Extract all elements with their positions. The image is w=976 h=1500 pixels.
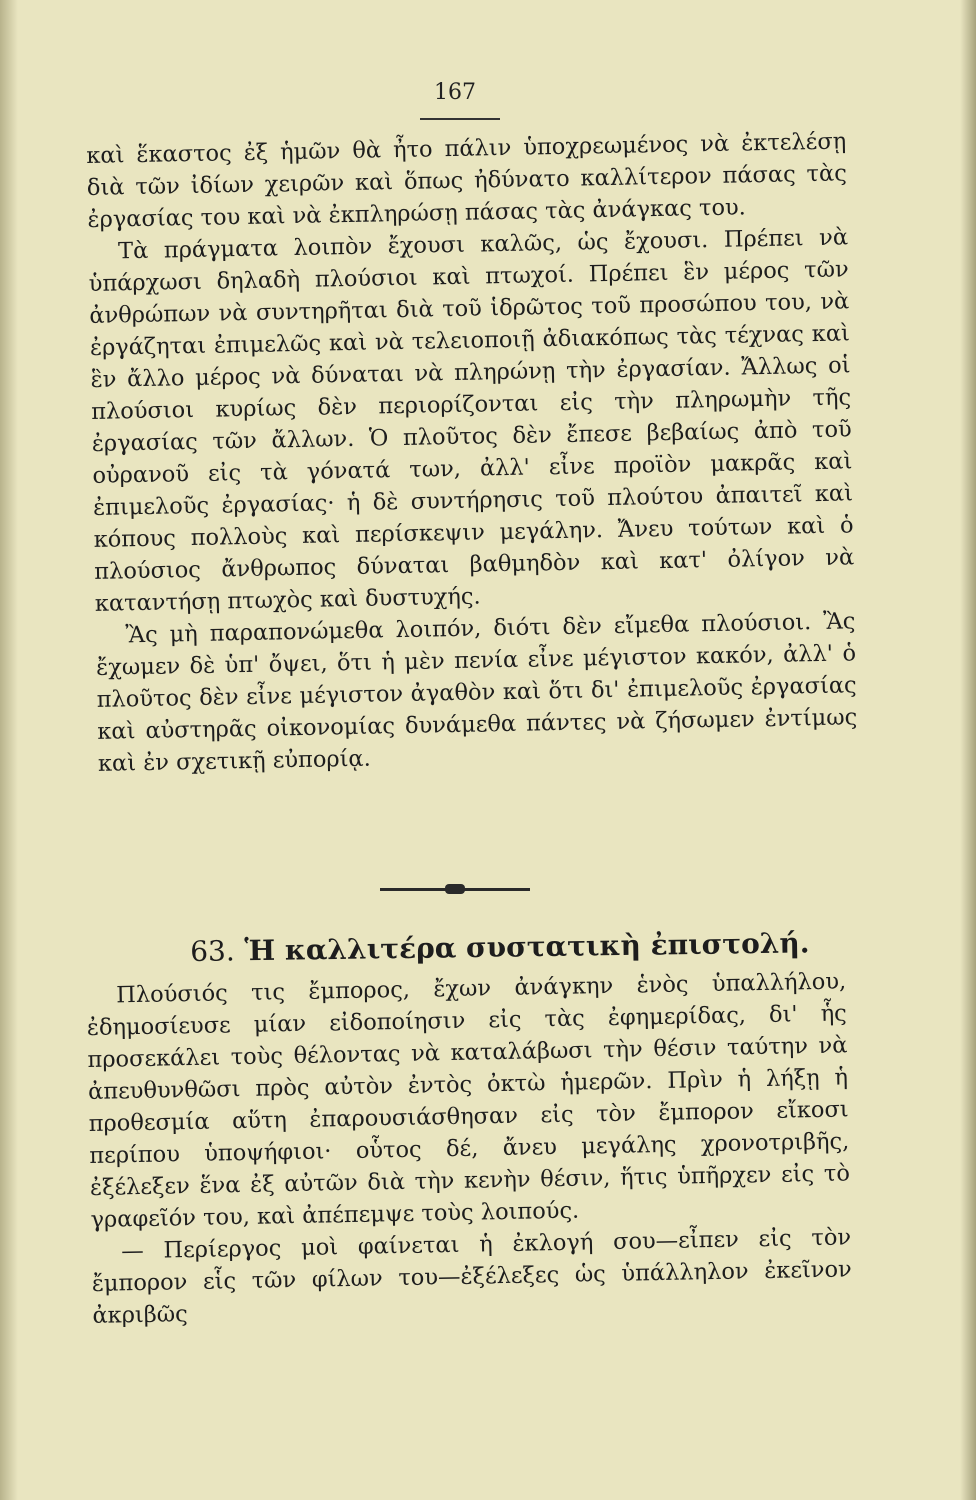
section-title: Ἡ καλλιτέρα συστατικὴ ἐπιστολή. <box>244 926 810 968</box>
section-heading <box>190 926 830 968</box>
page-number: 167 <box>434 80 476 105</box>
body-text-lower <box>86 965 853 1332</box>
paragraph: καὶ ἕκαστος ἐξ ἡμῶν θὰ ἦτο πάλιν ὑποχρεωμένος νὰ ἐκτελέσῃ διὰ τῶν ἰδίων χειρῶν καὶ ὅπως ἠδύνατο καλλίτερον πάσας τὰς ἐργασίας του καὶ νὰ ἐκπληρώσῃ πάσας τὰς ἀνάγκας του. <box>86 128 848 233</box>
page-edge <box>960 0 976 1500</box>
page-number-rule <box>420 118 500 120</box>
paragraph: Τὰ πράγματα λοιπὸν ἔχουσι καλῶς, ὡς ἔχουσι. Πρέπει νὰ ὑπάρχωσι δηλαδὴ πλούσιοι καὶ πτωχοί. Πρέπει ἓν μέρος τῶν ἀνθρώπων νὰ συντηρῆται διὰ τοῦ ἱδρῶτος τοῦ προσώπου του, νὰ ἐργάζηται ἐπιμελῶς καὶ νὰ τελειοποιῇ ἀδιακόπως τὰς τέχνας καὶ ἓν ἄλλο μέρος νὰ δύναται νὰ πληρώνῃ τὴν ἐργασίαν. Ἄλλως οἱ πλούσιοι κυρίως δὲν περιορίζονται εἰς τὴν πληρωμὴν τῆς ἐργασίας τῶν ἄλλων. Ὁ πλοῦτος δὲν ἔπεσε βεβαίως ἀπὸ τοῦ οὐρανοῦ εἰς τὰ γόνατά των, ἀλλ' εἶνε προϊὸν μακρᾶς καὶ ἐπιμελοῦς ἐργασίας· ἡ δὲ συντήρησις τοῦ πλούτου ἀπαιτεῖ καὶ κόπους πολλοὺς καὶ περίσκεψιν μεγάλην. Ἄνευ τούτων καὶ ὁ πλούσιος ἄνθρωπος δύναται βαθμηδὸν καὶ κατ' ὀλίγον νὰ καταντήσῃ πτωχὸς καὶ δυστυχής. <box>88 224 855 617</box>
section-divider-ornament <box>445 884 465 894</box>
paragraph: — Περίεργος μοὶ φαίνεται ἡ ἐκλογή σου—εἶπεν εἰς τὸν ἔμπορον εἷς τῶν φίλων του—ἐξέλεξες ὡς ὑπάλληλον ἐκεῖνον ἀκριβῶς <box>91 1224 852 1329</box>
paragraph: Ἂς μὴ παραπονώμεθα λοιπόν, διότι δὲν εἴμεθα πλούσιοι. Ἂς ἔχωμεν δὲ ὑπ' ὄψει, ὅτι ἡ μὲν πενία εἶνε μέγιστον κακόν, ἀλλ' ὁ πλοῦτος δὲν εἶνε μέγιστον ἀγαθὸν καὶ ὅτι δι' ἐπιμελοῦς ἐργασίας καὶ αὐστηρᾶς οἰκονομίας δυνάμεθα πάντες νὰ ζήσωμεν ἐντίμως καὶ ἐν σχετικῇ εὐπορίᾳ. <box>95 608 858 777</box>
section-number: 63. <box>190 934 235 968</box>
body-text-upper <box>86 125 858 779</box>
paragraph: Πλούσιός τις ἔμπορος, ἔχων ἀνάγκην ἑνὸς ὑπαλλήλου, ἐδημοσίευσε μίαν εἰδοποίησιν εἰς τὰς ἐφημερίδας, δι' ἧς προσεκάλει τοὺς θέλοντας νὰ καταλάβωσι τὴν θέσιν ταύτην νὰ ἀπευθυνθῶσι πρὸς αὐτὸν ἐντὸς ὀκτὼ ἡμερῶν. Πρὶν ἡ λήξῃ ἡ προθεσμία αὕτη ἐπαρουσιάσθησαν εἰς τὸν ἔμπορον εἴκοσι περίπου ὑποψήφιοι· οὗτος δέ, ἄνευ μεγάλης χρονοτριβῆς, ἐξέλεξεν ἕνα ἐξ αὐτῶν διὰ τὴν κενὴν θέσιν, ἥτις ὑπῆρχεν εἰς τὸ γραφεῖόν του, καὶ ἀπέπεμψε τοὺς λοιπούς. <box>86 968 851 1233</box>
gutter-shadow <box>0 0 18 1500</box>
